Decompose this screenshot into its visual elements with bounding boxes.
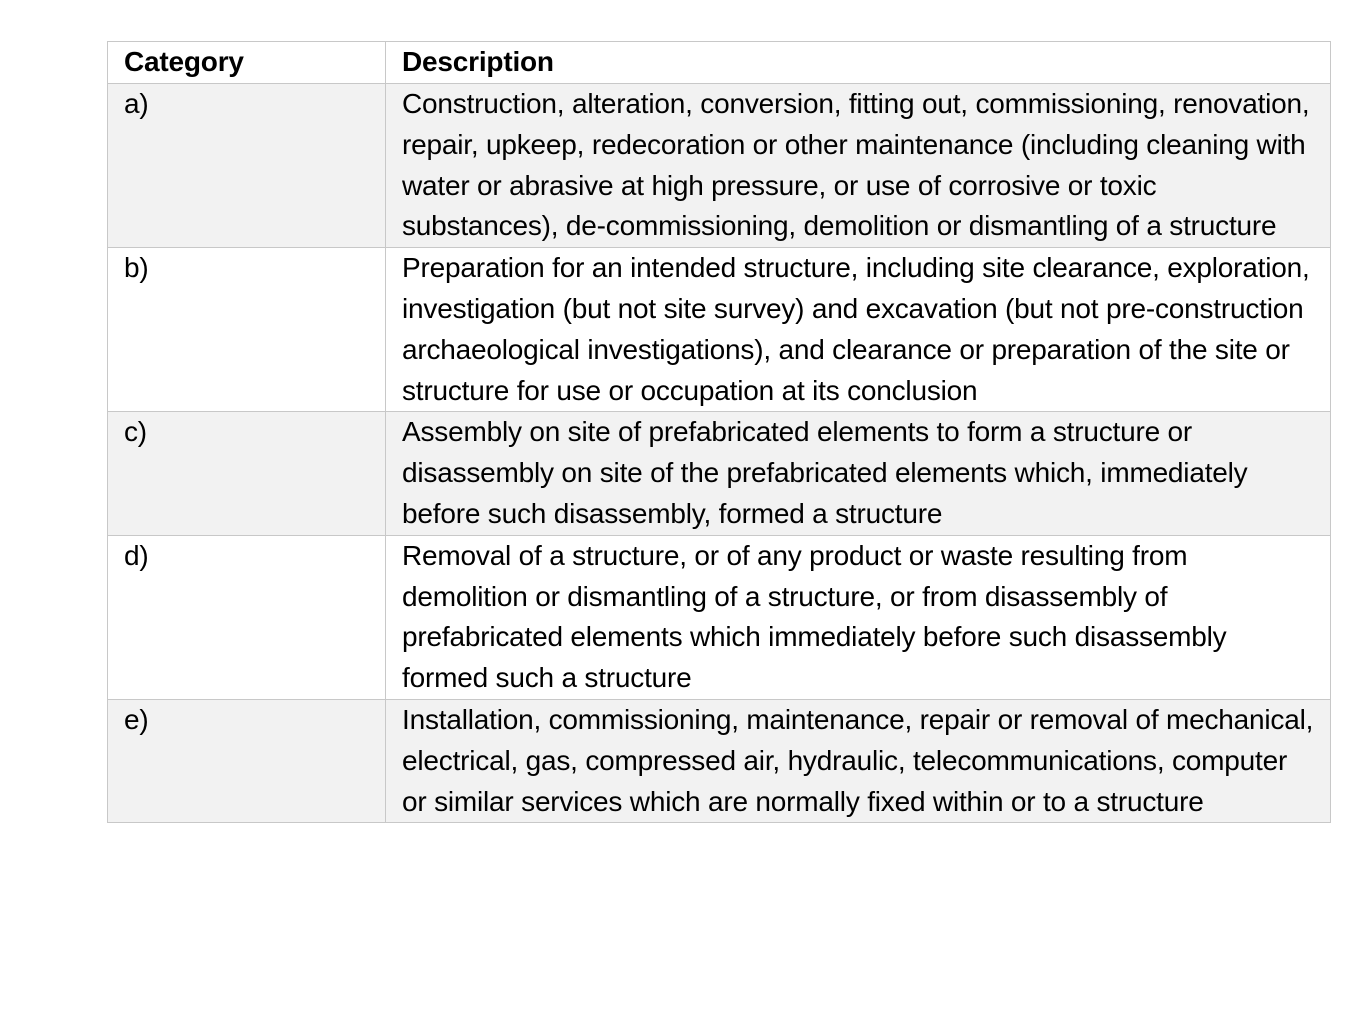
category-cell: a) — [108, 84, 386, 248]
table-header — [108, 42, 1331, 84]
category-cell: b) — [108, 248, 386, 412]
category-cell: d) — [108, 535, 386, 699]
column-header-category: Category — [108, 42, 386, 84]
table-row — [108, 248, 1331, 412]
table-row — [108, 412, 1331, 535]
category-cell: c) — [108, 412, 386, 535]
description-cell: Preparation for an intended structure, including site clearance, exploration, investigation (but not site survey) and excavation (but not pre-construction archaeological investigations), and clearance or preparation of the site or structure for use or occupation at its conclusion — [386, 248, 1331, 412]
description-cell: Removal of a structure, or of any product or waste resulting from demolition or dismantling of a structure, or from disassembly of prefabricated elements which immediately before such disassembly formed such a structure — [386, 535, 1331, 699]
column-header-description: Description — [386, 42, 1331, 84]
description-cell: Assembly on site of prefabricated elements to form a structure or disassembly on site of the prefabricated elements which, immediately before such disassembly, formed a structure — [386, 412, 1331, 535]
table-row — [108, 84, 1331, 248]
header-row — [108, 42, 1331, 84]
table-body — [108, 84, 1331, 823]
description-cell: Construction, alteration, conversion, fitting out, commissioning, renovation, repair, upkeep, redecoration or other maintenance (including cleaning with water or abrasive at high pressure, or use of corrosive or toxic substances), de-commissioning, demolition or dismantling of a structure — [386, 84, 1331, 248]
description-cell: Installation, commissioning, maintenance, repair or removal of mechanical, electrical, gas, compressed air, hydraulic, telecommunications, computer or similar services which are normally fixed within or to a structure — [386, 699, 1331, 822]
category-table — [107, 41, 1331, 823]
category-cell: e) — [108, 699, 386, 822]
table-row — [108, 535, 1331, 699]
table-row — [108, 699, 1331, 822]
